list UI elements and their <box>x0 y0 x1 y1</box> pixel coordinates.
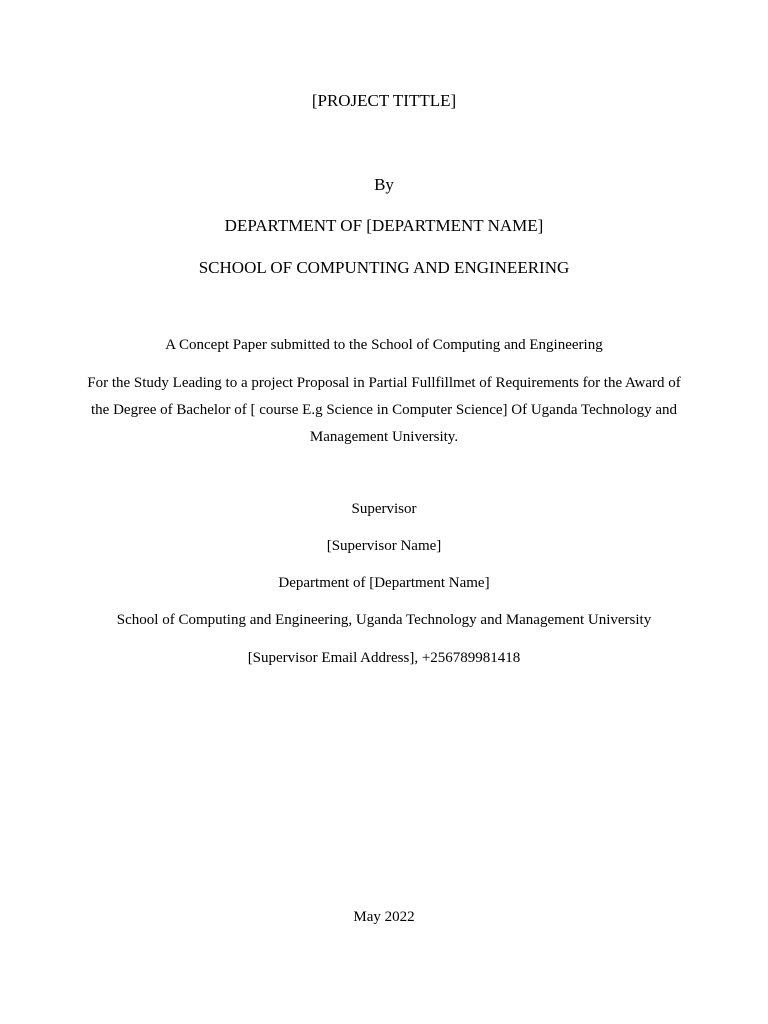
supervisor-name: [Supervisor Name] <box>326 538 442 554</box>
project-title: [PROJECT TITTLE] <box>311 91 457 110</box>
submission-statement: A Concept Paper submitted to the School of Computing and Engineering <box>165 337 603 353</box>
degree-statement: For the Study Leading to a project Proposal in Partial Fullfillmet of Requirements for the Award of the Degree of Bachelor of [ course E.g Science in Computer Science] Of Uganda Technology and Management University. <box>87 375 681 445</box>
supervisor-department: Department of [Department Name] <box>278 575 490 591</box>
supervisor-school: School of Computing and Engineering, Uganda Technology and Management University <box>116 612 652 628</box>
document-date: May 2022 <box>353 909 415 925</box>
supervisor-contact: [Supervisor Email Address], +256789981418 <box>247 650 521 666</box>
supervisor-heading: Supervisor <box>351 501 417 517</box>
department-heading: DEPARTMENT OF [DEPARTMENT NAME] <box>224 216 544 235</box>
school-heading: SCHOOL OF COMPUNTING AND ENGINEERING <box>198 258 570 277</box>
by-label: By <box>374 175 394 194</box>
